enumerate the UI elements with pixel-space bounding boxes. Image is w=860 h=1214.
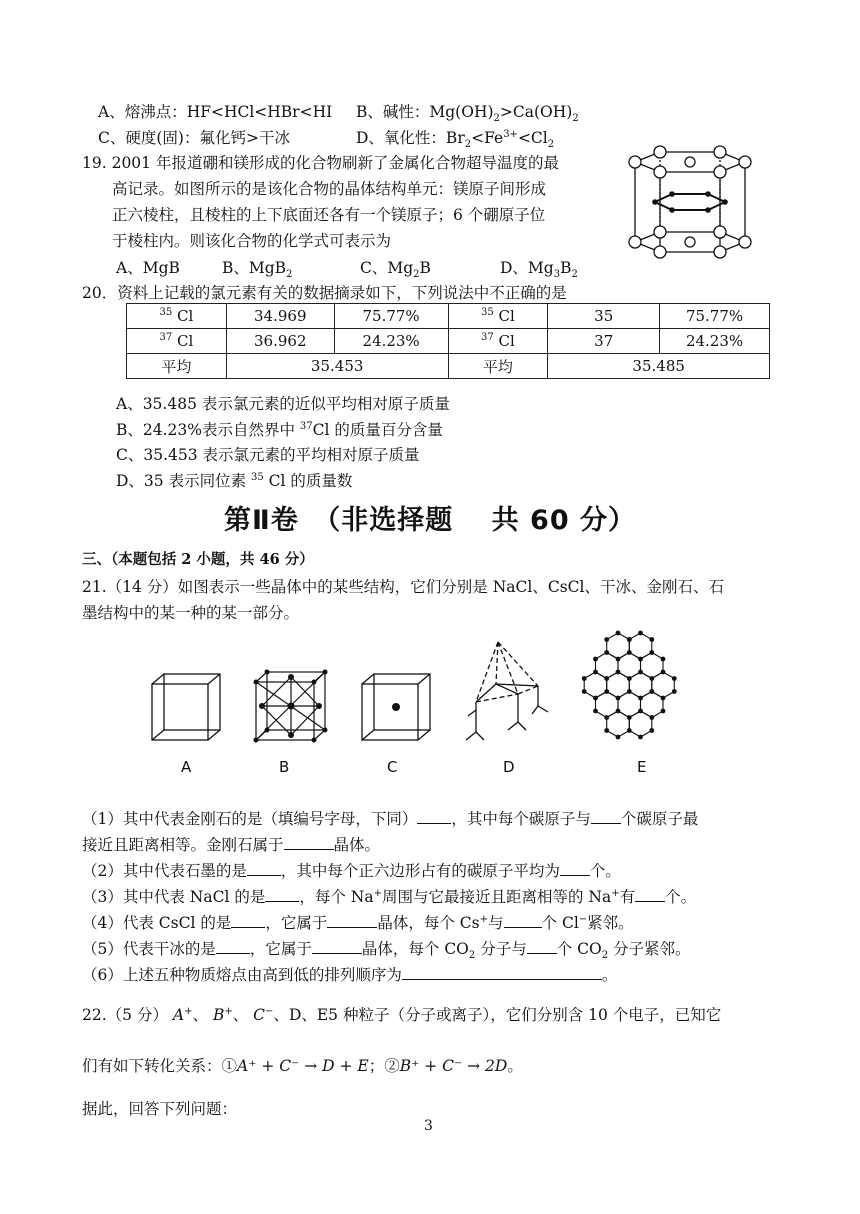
q20-option-c: C、35.453 表示氯元素的平均相对原子质量 bbox=[116, 446, 420, 464]
hexagon-ring bbox=[596, 692, 619, 718]
carbon-atom bbox=[661, 709, 666, 714]
carbon-atom bbox=[604, 637, 609, 642]
q18-option-d: D、氧化性：$Br_2<Fe^{3+}<Cl_2$ bbox=[356, 128, 555, 151]
carbon-atom bbox=[649, 637, 654, 642]
answer-blank[interactable] bbox=[527, 939, 557, 954]
hexagon-ring bbox=[607, 672, 630, 698]
q22-line-2: 们有如下转化关系：①A⁺ + C⁻ → D + E；②B⁺ + C⁻ → 2D。 bbox=[82, 1057, 523, 1075]
carbon-atom bbox=[582, 676, 587, 681]
table-cell: 24.23% bbox=[334, 329, 448, 354]
figure-label-d: D bbox=[503, 758, 515, 776]
hexagon-ring bbox=[629, 633, 652, 659]
q19-line-3: 正六棱柱，且棱柱的上下底面还各有一个镁原子；6 个硼原子位 bbox=[112, 206, 546, 224]
carbon-atom bbox=[616, 657, 621, 662]
table-row bbox=[127, 329, 770, 354]
chlorine-data-table bbox=[126, 303, 770, 379]
q19-option-b: B、MgB$_2$ bbox=[222, 259, 293, 281]
answer-blank[interactable] bbox=[312, 939, 362, 954]
table-cell: $^{35}$ Cl bbox=[127, 304, 227, 329]
carbon-atom bbox=[661, 696, 666, 701]
q21-sub-1-cont: 接近且距离相等。金刚石属于 晶体。 bbox=[82, 836, 381, 854]
carbon-atom bbox=[627, 637, 632, 642]
q18-option-a: A、熔沸点：HF<HCl<HBr<HI bbox=[98, 103, 333, 121]
q18-option-b: B、碱性：$Mg(OH)_2>Ca(OH)_2$ bbox=[356, 103, 579, 125]
reaction-2: B⁺ + C⁻ → 2D bbox=[399, 1057, 508, 1075]
part3-heading: 三、（本题包括 2 小题，共 46 分） bbox=[82, 551, 314, 568]
q19-option-a: A、MgB bbox=[116, 259, 180, 277]
carbon-atom bbox=[593, 696, 598, 701]
answer-blank[interactable] bbox=[504, 913, 542, 928]
table-cell: 平均 bbox=[127, 354, 227, 379]
table-cell: $^{37}$ Cl bbox=[448, 329, 548, 354]
hexagon-ring bbox=[618, 653, 641, 679]
carbon-atom bbox=[604, 676, 609, 681]
carbon-atom bbox=[616, 735, 621, 740]
q21-line-2: 墨结构中的某一种的某一部分。 bbox=[82, 604, 300, 622]
q20-option-a: A、35.485 表示氯元素的近似平均相对原子质量 bbox=[116, 395, 450, 413]
q21-sub-2: （2）其中代表石墨的是 ，其中每个正六边形占有的碳原子平均为 个。 bbox=[82, 862, 621, 880]
table-cell: 35.485 bbox=[548, 354, 770, 379]
carbon-atom bbox=[638, 670, 643, 675]
carbon-atom bbox=[582, 689, 587, 694]
q21-line-1: 21.（14 分）如图表示一些晶体中的某些结构，它们分别是 NaCl、CsCl、干冰、金刚石、石 bbox=[82, 578, 724, 596]
table-cell: 34.969 bbox=[226, 304, 334, 329]
carbon-atom bbox=[638, 657, 643, 662]
carbon-atom bbox=[638, 696, 643, 701]
q22-line-3: 据此，回答下列问题： bbox=[82, 1100, 238, 1118]
crystal-figure-e bbox=[574, 626, 704, 752]
q21-sub-3: （3）其中代表 NaCl 的是 ，每个 Na+周围与它最接近且距离相等的 Na+有 个。 bbox=[82, 887, 697, 906]
table-cell: 75.77% bbox=[660, 304, 770, 329]
q21-sub-5: （5）代表干冰的是 ，它属于 晶体，每个 $CO_2$ 分子与 个 $CO_2$ 分子紧邻。 bbox=[82, 940, 691, 962]
q19-option-d: D、$Mg_3B_2$ bbox=[500, 259, 578, 281]
crystal-figure-a bbox=[148, 670, 224, 746]
hexagon-ring bbox=[607, 633, 630, 659]
hexagon-ring bbox=[641, 692, 664, 718]
carbon-atom bbox=[593, 709, 598, 714]
hexagon-ring bbox=[607, 711, 630, 737]
table-cell: 36.962 bbox=[226, 329, 334, 354]
carbon-atom bbox=[649, 728, 654, 733]
carbon-atom bbox=[627, 689, 632, 694]
hexagonal-prism-figure bbox=[610, 144, 760, 264]
q21-sub-6: （6）上述五种物质熔点由高到低的排列顺序为 。 bbox=[82, 966, 618, 984]
carbon-atom bbox=[649, 715, 654, 720]
carbon-atom bbox=[672, 676, 677, 681]
answer-blank[interactable] bbox=[284, 835, 334, 850]
carbon-atom bbox=[672, 689, 677, 694]
section-title: 第Ⅱ卷 （非选择题 共 60 分） bbox=[223, 505, 637, 536]
hexagon-ring bbox=[641, 653, 664, 679]
q19-option-c: C、$Mg_2B$ bbox=[360, 259, 431, 281]
figure-label-c: C bbox=[387, 758, 398, 776]
hexagon-ring bbox=[652, 672, 675, 698]
carbon-atom bbox=[638, 735, 643, 740]
answer-blank[interactable] bbox=[265, 887, 299, 902]
q20-stem: 20．资料上记载的氯元素有关的数据摘录如下，下列说法中不正确的是 bbox=[82, 284, 567, 302]
carbon-atom bbox=[616, 631, 621, 636]
carbon-atom bbox=[627, 728, 632, 733]
carbon-atom bbox=[604, 728, 609, 733]
q21-sub-1: （1）其中代表金刚石的是（填编号字母，下同） ，其中每个碳原子与 个碳原子最 bbox=[82, 810, 699, 828]
answer-blank[interactable] bbox=[216, 939, 250, 954]
table-cell: 35.453 bbox=[226, 354, 448, 379]
q19-line-4: 于棱柱内。则该化合物的化学式可表示为 bbox=[112, 232, 392, 250]
answer-blank[interactable] bbox=[591, 809, 621, 824]
q20-option-d: D、35 表示同位素 $^{35}$ Cl 的质量数 bbox=[116, 471, 353, 490]
carbon-atom bbox=[649, 689, 654, 694]
q18-option-c: C、硬度(固)：氟化钙>干冰 bbox=[98, 129, 290, 147]
carbon-atom bbox=[649, 650, 654, 655]
carbon-atom bbox=[627, 676, 632, 681]
hexagon-ring bbox=[629, 672, 652, 698]
carbon-atom bbox=[616, 709, 621, 714]
table-row bbox=[127, 304, 770, 329]
carbon-atom bbox=[627, 650, 632, 655]
carbon-atom bbox=[616, 670, 621, 675]
hexagon-ring bbox=[596, 653, 619, 679]
q22-line-1: 22.（5 分） A+、 B+、 C−、D、E5 种粒子（分子或离子），它们分别含 10 个电子，已知它 bbox=[82, 1005, 722, 1024]
carbon-atom bbox=[604, 689, 609, 694]
q19-line-2: 高记录。如图所示的是该化合物的晶体结构单元：镁原子间形成 bbox=[112, 180, 547, 198]
figure-label-b: B bbox=[279, 758, 290, 776]
answer-blank[interactable] bbox=[231, 913, 265, 928]
q21-sub-4: （4）代表 CsCl 的是 ，它属于 晶体，每个 Cs+与 个 Cl−紧邻。 bbox=[82, 913, 634, 932]
figure-label-e: E bbox=[637, 758, 647, 776]
table-row bbox=[127, 354, 770, 379]
crystal-figure-b bbox=[252, 668, 330, 746]
carbon-atom bbox=[604, 650, 609, 655]
carbon-atom bbox=[627, 715, 632, 720]
table-cell: 37 bbox=[548, 329, 660, 354]
answer-blank[interactable] bbox=[402, 965, 602, 980]
carbon-atom bbox=[593, 657, 598, 662]
hexagon-ring bbox=[629, 711, 652, 737]
answer-blank[interactable] bbox=[635, 887, 665, 902]
table-cell: 35 bbox=[548, 304, 660, 329]
answer-blank[interactable] bbox=[247, 861, 281, 876]
reaction-1: A⁺ + C⁻ → D + E bbox=[237, 1057, 369, 1075]
table-cell: $^{37}$ Cl bbox=[127, 329, 227, 354]
answer-blank[interactable] bbox=[560, 861, 590, 876]
figure-label-a: A bbox=[181, 758, 192, 776]
table-cell: 24.23% bbox=[660, 329, 770, 354]
table-cell: $^{35}$ Cl bbox=[448, 304, 548, 329]
carbon-atom bbox=[593, 670, 598, 675]
carbon-atom bbox=[616, 696, 621, 701]
table-cell: 75.77% bbox=[334, 304, 448, 329]
carbon-atom bbox=[604, 715, 609, 720]
carbon-atom bbox=[649, 676, 654, 681]
carbon-atom bbox=[661, 657, 666, 662]
carbon-atom bbox=[638, 631, 643, 636]
page-number: 3 bbox=[424, 1118, 433, 1134]
hexagon-ring bbox=[584, 672, 607, 698]
table-cell: 平均 bbox=[448, 354, 548, 379]
q19-line-1: 19. 2001 年报道硼和镁形成的化合物刷新了金属化合物超导温度的最 bbox=[82, 154, 559, 172]
carbon-atom bbox=[661, 670, 666, 675]
q20-option-b: B、24.23%表示自然界中 $^{37}$Cl 的质量百分含量 bbox=[116, 420, 443, 439]
answer-blank[interactable] bbox=[417, 809, 451, 824]
crystal-figure-d bbox=[454, 636, 554, 748]
crystal-figure-c bbox=[358, 670, 434, 746]
hexagon-ring bbox=[618, 692, 641, 718]
answer-blank[interactable] bbox=[327, 913, 377, 928]
carbon-atom bbox=[638, 709, 643, 714]
